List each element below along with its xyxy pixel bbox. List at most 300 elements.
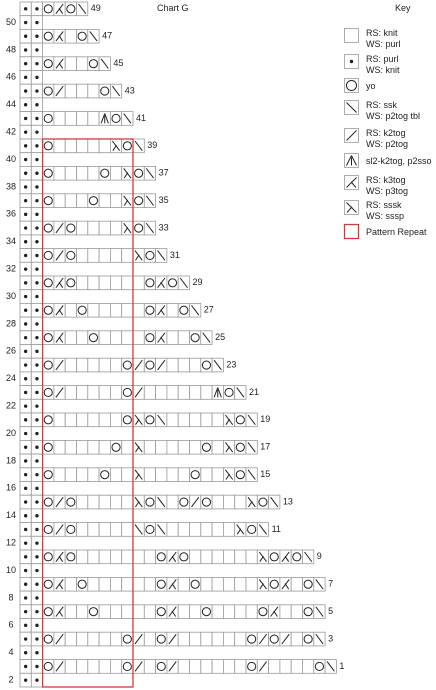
stitch-knit <box>88 386 99 400</box>
stitch-p <box>20 208 31 222</box>
stitch-sssk <box>110 139 121 153</box>
stitch-p <box>20 454 31 468</box>
stitch-yo <box>99 468 110 482</box>
stitch-knit <box>235 632 246 646</box>
stitch-p <box>31 632 42 646</box>
stitch-yo <box>110 112 121 126</box>
stitch-knit <box>54 440 65 454</box>
stitch-p <box>31 591 42 605</box>
row-label-right: 21 <box>249 386 260 397</box>
stitch-p <box>20 194 31 208</box>
stitch-sssk <box>246 495 257 509</box>
stitch-knit <box>201 386 212 400</box>
stitch-sssk <box>223 413 234 427</box>
stitch-yo <box>88 194 99 208</box>
stitch-knit <box>99 523 110 537</box>
stitch-knit <box>77 550 88 564</box>
stitch-knit <box>65 84 76 98</box>
row-label-left: 44 <box>5 99 17 110</box>
stitch-knit <box>235 577 246 591</box>
stitch-k3tog <box>54 577 65 591</box>
stitch-p <box>31 139 42 153</box>
stitch-knit <box>167 523 178 537</box>
stitch-knit <box>77 221 88 235</box>
stitch-p <box>20 16 31 30</box>
row-label-right: 3 <box>328 633 334 644</box>
stitch-k2tog <box>133 358 144 372</box>
stitch-ssk <box>88 29 99 43</box>
stitch-p <box>20 632 31 646</box>
stitch-knit <box>122 605 133 619</box>
stitch-knit <box>167 468 178 482</box>
stitch-knit <box>99 550 110 564</box>
stitch-p <box>20 495 31 509</box>
stitch-p <box>31 495 42 509</box>
stitch-yo <box>144 358 155 372</box>
stitch-knit <box>122 276 133 290</box>
stitch-yo <box>110 440 121 454</box>
stitch-p <box>20 290 31 304</box>
stitch-p <box>31 550 42 564</box>
stitch-p <box>31 358 42 372</box>
blank-icon <box>344 28 360 44</box>
stitch-ssk <box>235 386 246 400</box>
stitch-knit <box>212 577 223 591</box>
stitch-p <box>20 619 31 633</box>
stitch-yo <box>43 139 54 153</box>
stitch-grid <box>20 2 336 687</box>
stitch-k3tog <box>54 331 65 345</box>
stitch-knit <box>99 577 110 591</box>
stitch-k3tog <box>167 605 178 619</box>
stitch-yo <box>43 276 54 290</box>
stitch-p <box>31 208 42 222</box>
stitch-ssk <box>144 166 155 180</box>
stitch-p <box>20 112 31 126</box>
stitch-knit <box>88 413 99 427</box>
stitch-knit <box>122 331 133 345</box>
stitch-ssk <box>212 358 223 372</box>
row-label-left: 24 <box>5 373 17 384</box>
stitch-p <box>20 84 31 98</box>
stitch-yo <box>235 413 246 427</box>
stitch-knit <box>223 660 234 674</box>
stitch-p <box>20 358 31 372</box>
stitch-sl2k2 <box>212 386 223 400</box>
p-icon <box>344 54 360 70</box>
stitch-p <box>20 468 31 482</box>
stitch-yo <box>43 660 54 674</box>
row-label-right: 33 <box>158 222 169 233</box>
stitch-knit <box>190 523 201 537</box>
stitch-ssk <box>156 495 167 509</box>
stitch-ssk <box>190 303 201 317</box>
stitch-p <box>20 57 31 71</box>
stitch-p <box>20 345 31 359</box>
row-label-right: 31 <box>169 249 180 260</box>
stitch-knit <box>110 550 121 564</box>
stitch-knit <box>167 440 178 454</box>
stitch-knit <box>99 331 110 345</box>
stitch-knit <box>77 249 88 263</box>
stitch-knit <box>88 358 99 372</box>
stitch-ssk <box>133 139 144 153</box>
stitch-yo <box>43 331 54 345</box>
ssk-icon <box>344 100 360 116</box>
stitch-knit <box>190 440 201 454</box>
stitch-yo <box>235 440 246 454</box>
stitch-p <box>20 646 31 660</box>
key-label: RS: purl <box>366 54 399 64</box>
stitch-p <box>20 399 31 413</box>
key-label: WS: purl <box>366 39 401 49</box>
stitch-knit <box>110 386 121 400</box>
stitch-knit <box>88 632 99 646</box>
stitch-knit <box>99 660 110 674</box>
stitch-knit <box>156 468 167 482</box>
stitch-p <box>31 235 42 249</box>
key-label: RS: knit <box>366 28 398 38</box>
row-label-left: 32 <box>5 263 17 274</box>
stitch-knit <box>190 386 201 400</box>
stitch-sssk <box>223 468 234 482</box>
stitch-yo <box>43 440 54 454</box>
stitch-yo <box>43 303 54 317</box>
stitch-p <box>31 29 42 43</box>
row-label-right: 47 <box>102 30 113 41</box>
stitch-yo <box>178 303 189 317</box>
stitch-p <box>31 84 42 98</box>
stitch-k2tog <box>54 495 65 509</box>
stitch-knit <box>144 632 155 646</box>
stitch-knit <box>65 303 76 317</box>
stitch-k3tog <box>167 550 178 564</box>
stitch-knit <box>99 194 110 208</box>
stitch-k2tog <box>167 632 178 646</box>
stitch-p <box>20 276 31 290</box>
stitch-knit <box>99 386 110 400</box>
stitch-ssk <box>201 331 212 345</box>
row-label-right: 19 <box>260 414 271 425</box>
stitch-p <box>31 290 42 304</box>
stitch-yo <box>190 468 201 482</box>
row-label-left: 6 <box>8 619 14 630</box>
stitch-knit <box>65 632 76 646</box>
stitch-sl2k2 <box>99 112 110 126</box>
stitch-knit <box>122 577 133 591</box>
stitch-p <box>31 619 42 633</box>
stitch-knit <box>291 660 302 674</box>
stitch-p <box>31 440 42 454</box>
stitch-sssk <box>257 577 268 591</box>
stitch-yo <box>65 550 76 564</box>
stitch-yo <box>156 550 167 564</box>
stitch-yo <box>156 660 167 674</box>
stitch-k2tog <box>133 386 144 400</box>
stitch-yo <box>257 605 268 619</box>
key-label: WS: knit <box>366 65 400 75</box>
key-label: sl2-k2tog, p2sso <box>366 156 432 166</box>
repeat-icon <box>344 224 360 240</box>
stitch-knit <box>88 550 99 564</box>
stitch-knit <box>54 194 65 208</box>
stitch-knit <box>99 221 110 235</box>
stitch-knit <box>178 468 189 482</box>
stitch-knit <box>110 331 121 345</box>
stitch-knit <box>110 605 121 619</box>
stitch-yo <box>43 221 54 235</box>
stitch-p <box>31 468 42 482</box>
stitch-knit <box>212 605 223 619</box>
stitch-k2tog <box>133 660 144 674</box>
key-label: yo <box>366 81 376 91</box>
stitch-p <box>31 43 42 57</box>
row-label-right: 27 <box>203 304 214 315</box>
stitch-sssk <box>235 523 246 537</box>
stitch-ssk <box>303 550 314 564</box>
stitch-k2tog <box>190 495 201 509</box>
stitch-ssk <box>325 660 336 674</box>
stitch-knit <box>190 550 201 564</box>
stitch-knit <box>144 468 155 482</box>
stitch-knit <box>212 550 223 564</box>
row-label-left: 50 <box>5 16 17 27</box>
row-label-left: 38 <box>5 181 17 192</box>
stitch-yo <box>201 495 212 509</box>
stitch-k3tog <box>54 303 65 317</box>
stitch-knit <box>65 29 76 43</box>
stitch-yo <box>43 249 54 263</box>
stitch-yo <box>43 413 54 427</box>
row-label-left: 2 <box>8 674 14 685</box>
stitch-knit <box>144 605 155 619</box>
stitch-knit <box>223 523 234 537</box>
stitch-knit <box>110 413 121 427</box>
stitch-p <box>20 482 31 496</box>
stitch-p <box>31 386 42 400</box>
stitch-p <box>20 249 31 263</box>
stitch-knit <box>77 605 88 619</box>
stitch-knit <box>167 358 178 372</box>
stitch-knit <box>133 303 144 317</box>
stitch-ssk <box>133 523 144 537</box>
stitch-knit <box>77 386 88 400</box>
stitch-p <box>20 660 31 674</box>
row-label-right: 45 <box>113 58 124 69</box>
stitch-knit <box>201 577 212 591</box>
stitch-yo <box>43 386 54 400</box>
stitch-knit <box>212 468 223 482</box>
stitch-knit <box>65 440 76 454</box>
stitch-ssk <box>122 112 133 126</box>
stitch-yo <box>43 358 54 372</box>
stitch-knit <box>246 605 257 619</box>
stitch-knit <box>133 276 144 290</box>
stitch-knit <box>223 550 234 564</box>
stitch-p <box>20 29 31 43</box>
stitch-p <box>20 577 31 591</box>
stitch-yo <box>201 358 212 372</box>
stitch-yo <box>246 523 257 537</box>
row-label-left: 4 <box>8 647 14 658</box>
stitch-knit <box>77 331 88 345</box>
row-label-right: 17 <box>260 441 271 452</box>
stitch-knit <box>77 112 88 126</box>
stitch-yo <box>156 577 167 591</box>
stitch-k3tog <box>54 550 65 564</box>
stitch-yo <box>88 605 99 619</box>
key-label: WS: p2tog <box>366 139 409 149</box>
stitch-knit <box>65 358 76 372</box>
row-label-right: 49 <box>90 3 101 14</box>
stitch-knit <box>77 660 88 674</box>
stitch-knit <box>77 166 88 180</box>
stitch-p <box>20 71 31 85</box>
stitch-knit <box>77 413 88 427</box>
stitch-knit <box>167 386 178 400</box>
stitch-p <box>31 112 42 126</box>
stitch-yo <box>43 577 54 591</box>
stitch-knit <box>212 523 223 537</box>
stitch-yo <box>269 632 280 646</box>
stitch-p <box>31 249 42 263</box>
stitch-p <box>20 139 31 153</box>
stitch-sssk <box>223 440 234 454</box>
stitch-yo <box>201 440 212 454</box>
stitch-knit <box>178 386 189 400</box>
stitch-k2tog <box>257 632 268 646</box>
stitch-knit <box>77 523 88 537</box>
stitch-p <box>31 2 42 16</box>
key-title: Key <box>395 3 411 13</box>
stitch-knit <box>65 194 76 208</box>
stitch-knit <box>77 139 88 153</box>
stitch-yo <box>43 605 54 619</box>
stitch-knit <box>178 358 189 372</box>
stitch-knit <box>291 577 302 591</box>
stitch-yo <box>43 523 54 537</box>
stitch-ssk <box>246 440 257 454</box>
stitch-yo <box>122 139 133 153</box>
stitch-knit <box>77 495 88 509</box>
stitch-p <box>31 221 42 235</box>
stitch-knit <box>110 495 121 509</box>
row-label-right: 9 <box>316 551 322 562</box>
row-label-left: 42 <box>5 126 17 137</box>
stitch-knit <box>122 249 133 263</box>
stitch-yo <box>144 495 155 509</box>
stitch-knit <box>156 386 167 400</box>
stitch-ssk <box>314 577 325 591</box>
stitch-knit <box>88 84 99 98</box>
row-label-left: 28 <box>5 318 17 329</box>
stitch-k2tog <box>54 386 65 400</box>
stitch-yo <box>88 331 99 345</box>
stitch-yo <box>246 660 257 674</box>
stitch-yo <box>291 550 302 564</box>
stitch-knit <box>144 550 155 564</box>
stitch-k3tog <box>54 605 65 619</box>
stitch-knit <box>110 468 121 482</box>
yo-icon <box>344 78 360 94</box>
stitch-yo <box>43 2 54 16</box>
stitch-knit <box>65 139 76 153</box>
stitch-ssk <box>156 249 167 263</box>
stitch-yo <box>133 221 144 235</box>
stitch-knit <box>65 605 76 619</box>
stitch-sssk <box>133 495 144 509</box>
stitch-ssk <box>99 57 110 71</box>
stitch-yo <box>303 605 314 619</box>
stitch-p <box>31 317 42 331</box>
stitch-p <box>31 262 42 276</box>
stitch-knit <box>178 605 189 619</box>
stitch-knit <box>190 358 201 372</box>
stitch-yo <box>133 194 144 208</box>
stitch-p <box>31 523 42 537</box>
stitch-p <box>31 153 42 167</box>
stitch-yo <box>122 413 133 427</box>
stitch-knit <box>133 331 144 345</box>
stitch-knit <box>212 495 223 509</box>
stitch-knit <box>99 605 110 619</box>
stitch-knit <box>212 660 223 674</box>
stitch-knit <box>88 221 99 235</box>
stitch-k3tog <box>280 550 291 564</box>
stitch-knit <box>144 386 155 400</box>
stitch-knit <box>54 112 65 126</box>
stitch-knit <box>77 358 88 372</box>
stitch-knit <box>110 221 121 235</box>
stitch-yo <box>144 413 155 427</box>
row-label-right: 1 <box>339 660 345 671</box>
stitch-k2tog <box>54 84 65 98</box>
stitch-yo <box>122 660 133 674</box>
stitch-p <box>20 591 31 605</box>
row-label-right: 11 <box>271 523 281 534</box>
row-label-left: 30 <box>5 290 17 301</box>
stitch-knit <box>178 523 189 537</box>
stitch-ssk <box>257 523 268 537</box>
stitch-knit <box>201 523 212 537</box>
stitch-knit <box>110 523 121 537</box>
stitch-p <box>20 536 31 550</box>
stitch-ssk <box>156 413 167 427</box>
stitch-knit <box>65 386 76 400</box>
stitch-yo <box>144 331 155 345</box>
stitch-yo <box>144 276 155 290</box>
stitch-p <box>31 57 42 71</box>
row-label-left: 36 <box>5 208 17 219</box>
stitch-p <box>31 536 42 550</box>
stitch-yo <box>269 550 280 564</box>
stitch-p <box>20 180 31 194</box>
stitch-p <box>31 577 42 591</box>
stitch-knit <box>99 358 110 372</box>
stitch-knit <box>88 523 99 537</box>
stitch-k3tog <box>54 57 65 71</box>
stitch-knit <box>65 577 76 591</box>
stitch-knit <box>88 139 99 153</box>
stitch-knit <box>99 249 110 263</box>
stitch-p <box>31 427 42 441</box>
row-label-right: 7 <box>328 578 334 589</box>
stitch-sssk <box>133 249 144 263</box>
stitch-k3tog <box>54 2 65 16</box>
stitch-knit <box>99 139 110 153</box>
row-label-left: 48 <box>5 44 17 55</box>
stitch-knit <box>190 660 201 674</box>
